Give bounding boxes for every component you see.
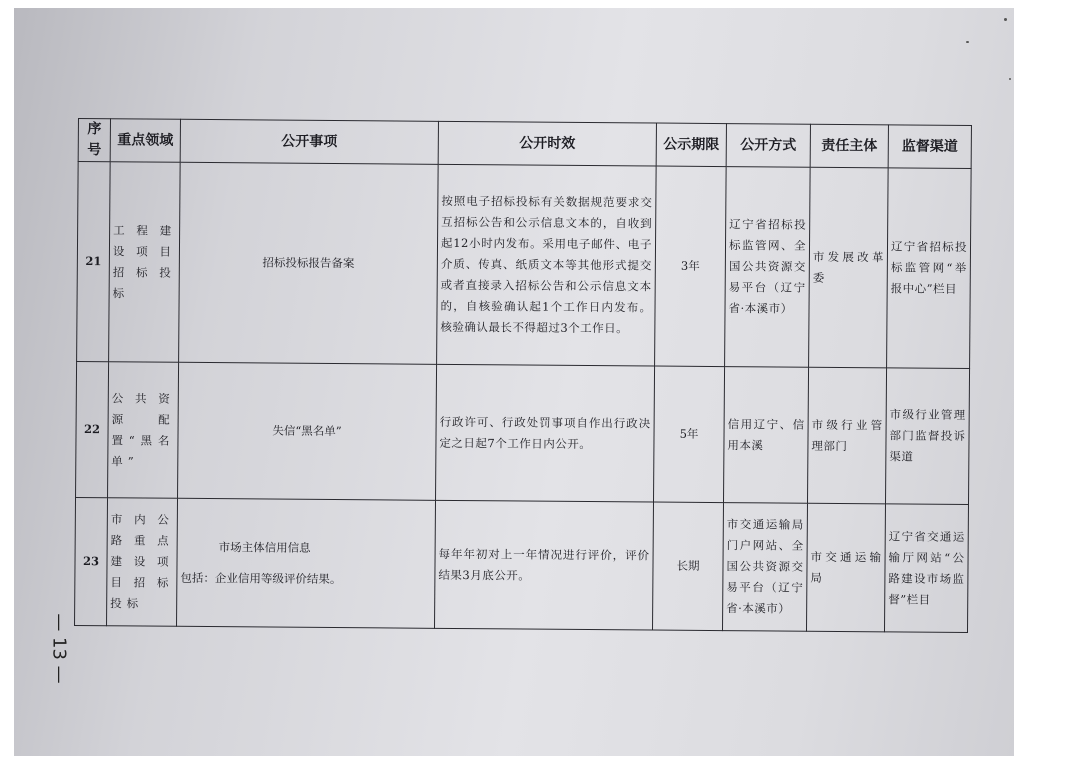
cell-domain: 工程建设项目招标投标 <box>109 162 181 363</box>
header-domain: 重点领域 <box>110 119 180 163</box>
header-period: 公示期限 <box>656 123 726 167</box>
cell-responsible: 市发展改革委 <box>809 167 889 368</box>
header-method: 公开方式 <box>726 124 810 168</box>
header-responsible: 责任主体 <box>810 124 888 168</box>
cell-period: 长期 <box>652 502 723 631</box>
cell-seq: 23 <box>75 497 108 625</box>
cell-method: 辽宁省招标投标监管网、全国公共资源交易平台（辽宁省·本溪市） <box>725 167 811 368</box>
cell-supervision: 辽宁省招标投标监管网“举报中心”栏目 <box>887 168 972 369</box>
cell-seq: 21 <box>77 162 111 362</box>
cell-period: 3年 <box>655 166 727 367</box>
cell-domain: 公共资源配置“黑名单” <box>108 362 179 499</box>
cell-method: 市交通运输局门户网站、全国公共资源交易平台（辽宁省·本溪市） <box>722 503 807 632</box>
header-timeliness: 公开时效 <box>438 121 656 166</box>
table-row <box>75 497 969 632</box>
table-row <box>76 361 970 504</box>
cell-item-title: 市场主体信用信息 <box>218 539 311 555</box>
cell-item: 失信“黑名单” <box>178 362 437 500</box>
cell-domain: 市内公路重点建设项目招标投标 <box>107 498 178 627</box>
cell-supervision: 市级行业管理部门监督投诉渠道 <box>885 368 969 505</box>
header-supervision: 监督渠道 <box>888 125 971 169</box>
header-seq: 序号 <box>78 119 110 162</box>
cell-responsible: 市级行业管理部门 <box>807 367 886 504</box>
cell-supervision: 辽宁省交通运输厅网站“公路建设市场监督”栏目 <box>884 504 968 633</box>
disclosure-table <box>74 118 972 633</box>
cell-item <box>177 498 436 628</box>
table-row <box>77 162 972 369</box>
cell-item-detail: 包括：企业信用等级评价结果。 <box>180 570 342 586</box>
cell-period: 5年 <box>654 366 725 503</box>
table-header-row <box>78 119 971 169</box>
header-item: 公开事项 <box>180 119 438 164</box>
cell-item: 招标投标报告备案 <box>179 162 439 364</box>
cell-timeliness: 行政许可、行政处罚事项自作出行政决定之日起7个工作日内公开。 <box>436 364 655 502</box>
cell-seq: 22 <box>76 361 109 497</box>
cell-timeliness: 每年年初对上一年情况进行评价，评价结果3月底公开。 <box>435 500 654 630</box>
cell-timeliness: 按照电子招标投标有关数据规范要求交互招标公告和公示信息文本的，自收到起12小时内发布。采用电子邮件、电子介质、传真、纸质文本等其他形式提交或者直接录入招标公告和公示信息文本的，自核验确认起1个工作日内发布。核验确认最长不得超过3个工作日。 <box>437 164 657 366</box>
cell-responsible: 市交通运输局 <box>806 503 885 632</box>
page-number: — 13 — <box>48 612 70 684</box>
cell-method: 信用辽宁、信用本溪 <box>723 367 808 504</box>
